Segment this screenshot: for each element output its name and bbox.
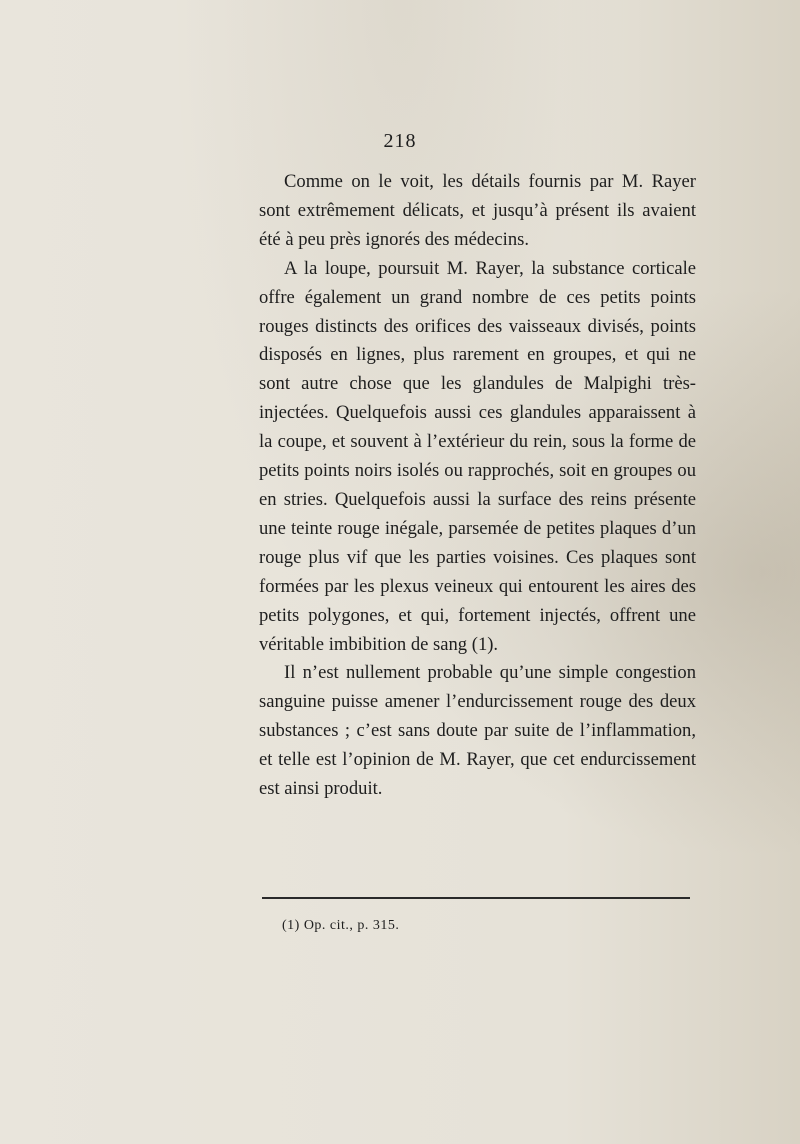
paragraph-2: A la loupe, poursuit M. Rayer, la substance corticale offre également un grand nombre de ces petits points rouges distincts des orifices des vaisseaux divisés, points disposés en lignes, plus rarement en groupes, et qui ne sont autre chose que les glandules de Malpighi très-injectées. Quelquefois aussi ces glandules apparaissent à la coupe, et souvent à l’extérieur du rein, sous la forme de petits points noirs isolés ou rapprochés, soit en groupes ou en stries. Quelquefois aussi la surface des reins présente une teinte rouge inégale, parsemée de petites plaques d’un rouge plus vif que les parties voisines. Ces plaques sont formées par les plexus veineux qui entourent les aires des petits polygones, et qui, fortement injectés, offrent une véritable imbibition de sang (1). bbox=[259, 257, 696, 655]
paragraph-3: Il n’est nullement probable qu’une simple congestion sanguine puisse amener l’endurcissement rouge des deux substances ; c’est sans doute par suite de l’inflammation, et telle est l’opinion de M. Rayer, que cet endurcissement est ainsi produit. bbox=[259, 662, 696, 800]
footnote-divider bbox=[262, 897, 690, 899]
body-text bbox=[259, 168, 696, 804]
paragraph-1: Comme on le voit, les détails fournis par M. Rayer sont extrêmement délicats, et jusqu’à présent ils avaient été à peu près ignorés des médecins. bbox=[259, 171, 696, 250]
footnote: (1) Op. cit., p. 315. bbox=[282, 918, 400, 933]
page-number: 218 bbox=[383, 130, 417, 152]
